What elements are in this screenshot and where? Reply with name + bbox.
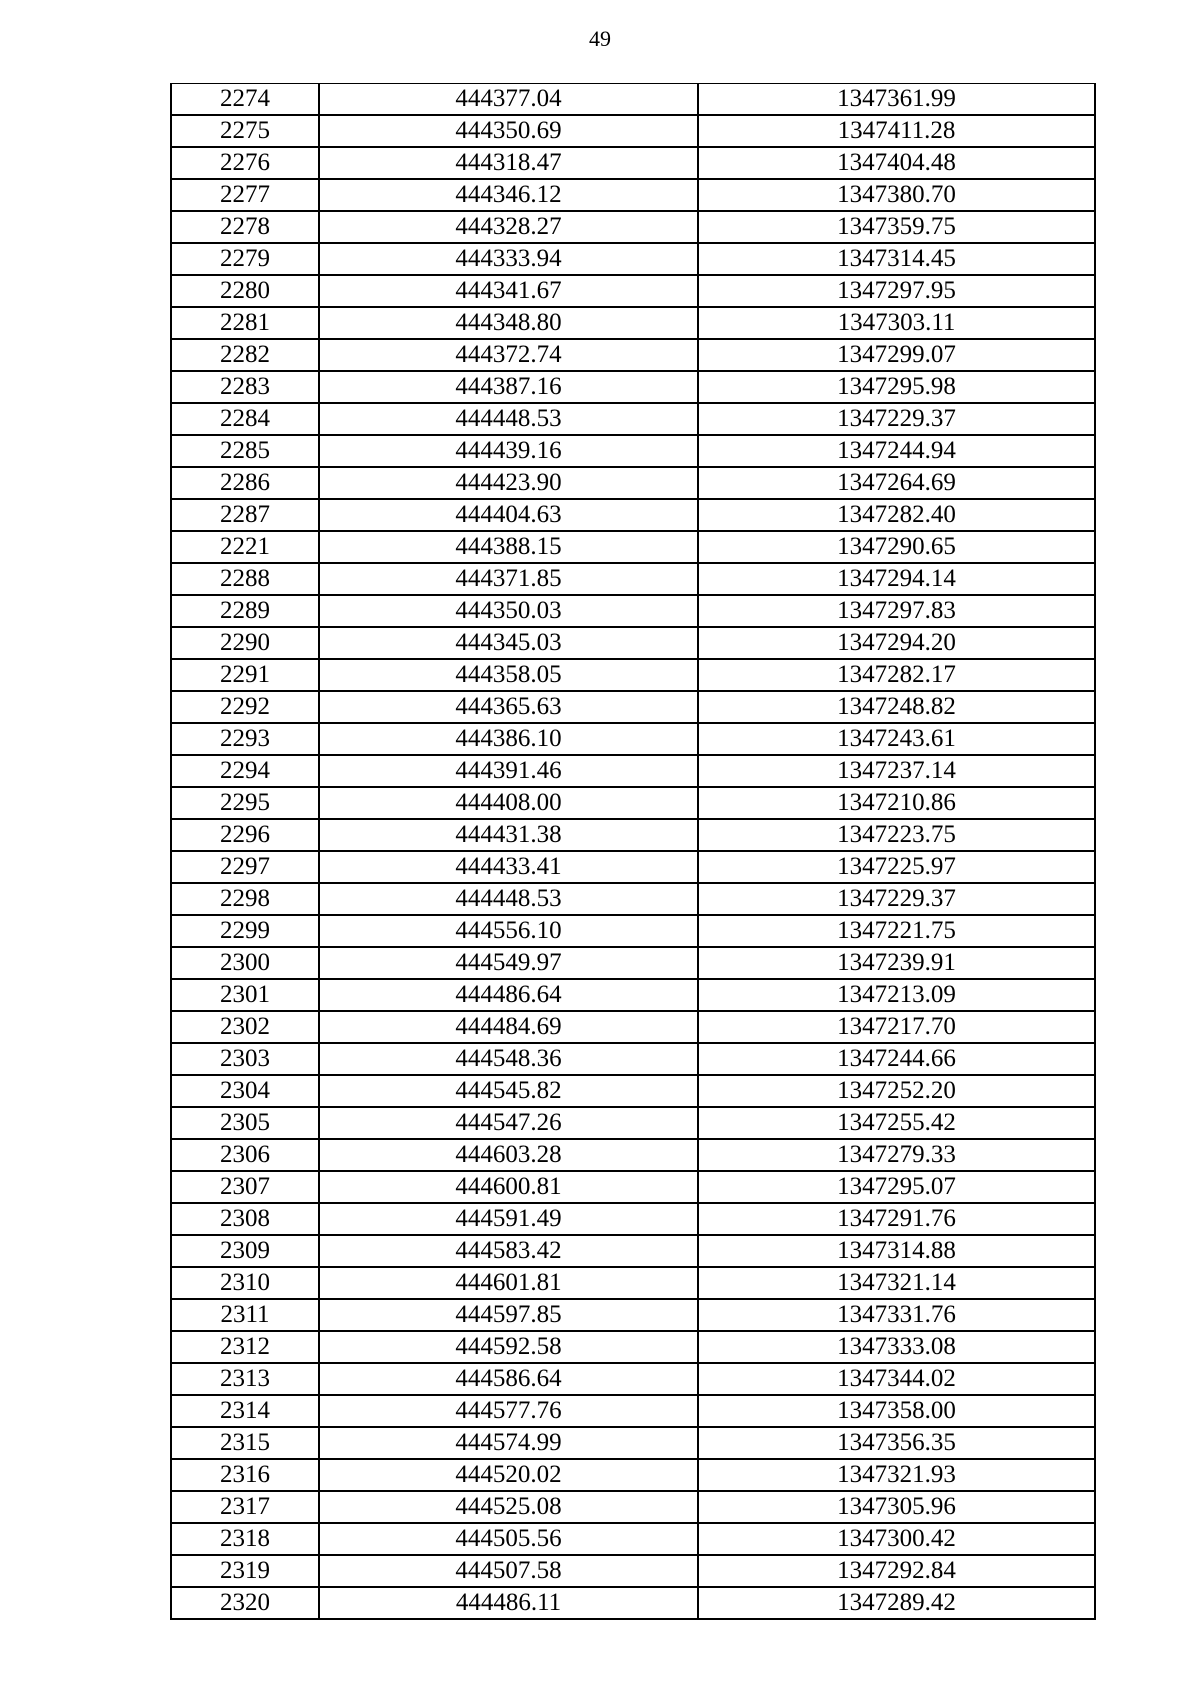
y-coordinate-cell: 1347321.14 <box>698 1267 1095 1299</box>
y-coordinate-cell: 1347294.20 <box>698 627 1095 659</box>
x-coordinate-cell: 444387.16 <box>319 371 698 403</box>
y-coordinate-cell: 1347225.97 <box>698 851 1095 883</box>
table-row <box>171 851 1095 883</box>
table-row <box>171 563 1095 595</box>
table-row <box>171 659 1095 691</box>
x-coordinate-cell: 444574.99 <box>319 1427 698 1459</box>
x-coordinate-cell: 444431.38 <box>319 819 698 851</box>
x-coordinate-cell: 444505.56 <box>319 1523 698 1555</box>
x-coordinate-cell: 444439.16 <box>319 435 698 467</box>
x-coordinate-cell: 444556.10 <box>319 915 698 947</box>
point-number-cell: 2313 <box>171 1363 319 1395</box>
table-row <box>171 531 1095 563</box>
y-coordinate-cell: 1347331.76 <box>698 1299 1095 1331</box>
point-number-cell: 2297 <box>171 851 319 883</box>
table-row <box>171 147 1095 179</box>
table-row <box>171 275 1095 307</box>
x-coordinate-cell: 444350.03 <box>319 595 698 627</box>
y-coordinate-cell: 1347244.94 <box>698 435 1095 467</box>
x-coordinate-cell: 444377.04 <box>319 84 698 116</box>
x-coordinate-cell: 444388.15 <box>319 531 698 563</box>
x-coordinate-cell: 444433.41 <box>319 851 698 883</box>
y-coordinate-cell: 1347213.09 <box>698 979 1095 1011</box>
x-coordinate-cell: 444391.46 <box>319 755 698 787</box>
x-coordinate-cell: 444583.42 <box>319 1235 698 1267</box>
table-row <box>171 1395 1095 1427</box>
y-coordinate-cell: 1347303.11 <box>698 307 1095 339</box>
y-coordinate-cell: 1347210.86 <box>698 787 1095 819</box>
point-number-cell: 2310 <box>171 1267 319 1299</box>
y-coordinate-cell: 1347292.84 <box>698 1555 1095 1587</box>
point-number-cell: 2301 <box>171 979 319 1011</box>
point-number-cell: 2284 <box>171 403 319 435</box>
point-number-cell: 2277 <box>171 179 319 211</box>
table-row <box>171 1139 1095 1171</box>
point-number-cell: 2314 <box>171 1395 319 1427</box>
table-row <box>171 499 1095 531</box>
table-row <box>171 1555 1095 1587</box>
point-number-cell: 2280 <box>171 275 319 307</box>
point-number-cell: 2300 <box>171 947 319 979</box>
y-coordinate-cell: 1347411.28 <box>698 115 1095 147</box>
y-coordinate-cell: 1347294.14 <box>698 563 1095 595</box>
x-coordinate-cell: 444318.47 <box>319 147 698 179</box>
table-row <box>171 1107 1095 1139</box>
x-coordinate-cell: 444549.97 <box>319 947 698 979</box>
table-row <box>171 115 1095 147</box>
point-number-cell: 2298 <box>171 883 319 915</box>
table-row <box>171 1011 1095 1043</box>
table-row <box>171 915 1095 947</box>
x-coordinate-cell: 444601.81 <box>319 1267 698 1299</box>
table-row <box>171 1459 1095 1491</box>
y-coordinate-cell: 1347344.02 <box>698 1363 1095 1395</box>
table-row <box>171 1427 1095 1459</box>
y-coordinate-cell: 1347244.66 <box>698 1043 1095 1075</box>
table-row <box>171 307 1095 339</box>
point-number-cell: 2320 <box>171 1587 319 1619</box>
table-row <box>171 179 1095 211</box>
point-number-cell: 2299 <box>171 915 319 947</box>
x-coordinate-cell: 444486.64 <box>319 979 698 1011</box>
x-coordinate-cell: 444341.67 <box>319 275 698 307</box>
x-coordinate-cell: 444486.11 <box>319 1587 698 1619</box>
point-number-cell: 2291 <box>171 659 319 691</box>
point-number-cell: 2285 <box>171 435 319 467</box>
table-row <box>171 691 1095 723</box>
x-coordinate-cell: 444484.69 <box>319 1011 698 1043</box>
y-coordinate-cell: 1347264.69 <box>698 467 1095 499</box>
point-number-cell: 2281 <box>171 307 319 339</box>
table-row <box>171 947 1095 979</box>
x-coordinate-cell: 444507.58 <box>319 1555 698 1587</box>
y-coordinate-cell: 1347297.95 <box>698 275 1095 307</box>
coordinates-table <box>170 83 1096 1620</box>
x-coordinate-cell: 444448.53 <box>319 883 698 915</box>
table-row <box>171 627 1095 659</box>
y-coordinate-cell: 1347295.07 <box>698 1171 1095 1203</box>
point-number-cell: 2292 <box>171 691 319 723</box>
y-coordinate-cell: 1347297.83 <box>698 595 1095 627</box>
table-row <box>171 883 1095 915</box>
point-number-cell: 2290 <box>171 627 319 659</box>
point-number-cell: 2311 <box>171 1299 319 1331</box>
x-coordinate-cell: 444365.63 <box>319 691 698 723</box>
x-coordinate-cell: 444372.74 <box>319 339 698 371</box>
y-coordinate-cell: 1347252.20 <box>698 1075 1095 1107</box>
point-number-cell: 2309 <box>171 1235 319 1267</box>
x-coordinate-cell: 444577.76 <box>319 1395 698 1427</box>
point-number-cell: 2274 <box>171 84 319 116</box>
y-coordinate-cell: 1347358.00 <box>698 1395 1095 1427</box>
table-row <box>171 1075 1095 1107</box>
table-row <box>171 84 1095 116</box>
point-number-cell: 2293 <box>171 723 319 755</box>
table-row <box>171 1171 1095 1203</box>
point-number-cell: 2304 <box>171 1075 319 1107</box>
y-coordinate-cell: 1347333.08 <box>698 1331 1095 1363</box>
x-coordinate-cell: 444348.80 <box>319 307 698 339</box>
table-row <box>171 339 1095 371</box>
y-coordinate-cell: 1347289.42 <box>698 1587 1095 1619</box>
point-number-cell: 2305 <box>171 1107 319 1139</box>
point-number-cell: 2276 <box>171 147 319 179</box>
y-coordinate-cell: 1347279.33 <box>698 1139 1095 1171</box>
point-number-cell: 2306 <box>171 1139 319 1171</box>
page-number: 49 <box>589 26 611 51</box>
point-number-cell: 2307 <box>171 1171 319 1203</box>
x-coordinate-cell: 444345.03 <box>319 627 698 659</box>
point-number-cell: 2318 <box>171 1523 319 1555</box>
x-coordinate-cell: 444371.85 <box>319 563 698 595</box>
table-row <box>171 1363 1095 1395</box>
y-coordinate-cell: 1347356.35 <box>698 1427 1095 1459</box>
table-row <box>171 1331 1095 1363</box>
x-coordinate-cell: 444592.58 <box>319 1331 698 1363</box>
table-row <box>171 1587 1095 1619</box>
y-coordinate-cell: 1347237.14 <box>698 755 1095 787</box>
table-row <box>171 403 1095 435</box>
y-coordinate-cell: 1347248.82 <box>698 691 1095 723</box>
point-number-cell: 2319 <box>171 1555 319 1587</box>
table-row <box>171 1235 1095 1267</box>
point-number-cell: 2308 <box>171 1203 319 1235</box>
x-coordinate-cell: 444547.26 <box>319 1107 698 1139</box>
x-coordinate-cell: 444600.81 <box>319 1171 698 1203</box>
y-coordinate-cell: 1347291.76 <box>698 1203 1095 1235</box>
table-row <box>171 723 1095 755</box>
y-coordinate-cell: 1347221.75 <box>698 915 1095 947</box>
table-row <box>171 755 1095 787</box>
point-number-cell: 2312 <box>171 1331 319 1363</box>
x-coordinate-cell: 444386.10 <box>319 723 698 755</box>
y-coordinate-cell: 1347282.40 <box>698 499 1095 531</box>
point-number-cell: 2302 <box>171 1011 319 1043</box>
y-coordinate-cell: 1347255.42 <box>698 1107 1095 1139</box>
x-coordinate-cell: 444591.49 <box>319 1203 698 1235</box>
y-coordinate-cell: 1347295.98 <box>698 371 1095 403</box>
table-row <box>171 211 1095 243</box>
table-row <box>171 1043 1095 1075</box>
x-coordinate-cell: 444545.82 <box>319 1075 698 1107</box>
y-coordinate-cell: 1347314.45 <box>698 243 1095 275</box>
table-row <box>171 1299 1095 1331</box>
point-number-cell: 2282 <box>171 339 319 371</box>
x-coordinate-cell: 444586.64 <box>319 1363 698 1395</box>
x-coordinate-cell: 444603.28 <box>319 1139 698 1171</box>
point-number-cell: 2303 <box>171 1043 319 1075</box>
x-coordinate-cell: 444333.94 <box>319 243 698 275</box>
y-coordinate-cell: 1347300.42 <box>698 1523 1095 1555</box>
x-coordinate-cell: 444448.53 <box>319 403 698 435</box>
point-number-cell: 2221 <box>171 531 319 563</box>
table-row <box>171 787 1095 819</box>
point-number-cell: 2294 <box>171 755 319 787</box>
x-coordinate-cell: 444350.69 <box>319 115 698 147</box>
y-coordinate-cell: 1347359.75 <box>698 211 1095 243</box>
y-coordinate-cell: 1347229.37 <box>698 883 1095 915</box>
table-row <box>171 467 1095 499</box>
coordinates-table-body <box>171 84 1095 1620</box>
point-number-cell: 2279 <box>171 243 319 275</box>
x-coordinate-cell: 444404.63 <box>319 499 698 531</box>
y-coordinate-cell: 1347282.17 <box>698 659 1095 691</box>
table-row <box>171 1491 1095 1523</box>
point-number-cell: 2316 <box>171 1459 319 1491</box>
point-number-cell: 2275 <box>171 115 319 147</box>
point-number-cell: 2289 <box>171 595 319 627</box>
y-coordinate-cell: 1347361.99 <box>698 84 1095 116</box>
y-coordinate-cell: 1347380.70 <box>698 179 1095 211</box>
y-coordinate-cell: 1347290.65 <box>698 531 1095 563</box>
point-number-cell: 2286 <box>171 467 319 499</box>
table-row <box>171 595 1095 627</box>
y-coordinate-cell: 1347243.61 <box>698 723 1095 755</box>
x-coordinate-cell: 444520.02 <box>319 1459 698 1491</box>
table-row <box>171 1267 1095 1299</box>
table-row <box>171 435 1095 467</box>
y-coordinate-cell: 1347239.91 <box>698 947 1095 979</box>
table-row <box>171 1523 1095 1555</box>
table-row <box>171 243 1095 275</box>
table-row <box>171 1203 1095 1235</box>
point-number-cell: 2295 <box>171 787 319 819</box>
point-number-cell: 2315 <box>171 1427 319 1459</box>
point-number-cell: 2287 <box>171 499 319 531</box>
y-coordinate-cell: 1347314.88 <box>698 1235 1095 1267</box>
x-coordinate-cell: 444408.00 <box>319 787 698 819</box>
table-row <box>171 979 1095 1011</box>
point-number-cell: 2283 <box>171 371 319 403</box>
y-coordinate-cell: 1347229.37 <box>698 403 1095 435</box>
point-number-cell: 2317 <box>171 1491 319 1523</box>
x-coordinate-cell: 444423.90 <box>319 467 698 499</box>
y-coordinate-cell: 1347223.75 <box>698 819 1095 851</box>
x-coordinate-cell: 444597.85 <box>319 1299 698 1331</box>
y-coordinate-cell: 1347321.93 <box>698 1459 1095 1491</box>
y-coordinate-cell: 1347404.48 <box>698 147 1095 179</box>
table-row <box>171 371 1095 403</box>
x-coordinate-cell: 444358.05 <box>319 659 698 691</box>
y-coordinate-cell: 1347305.96 <box>698 1491 1095 1523</box>
point-number-cell: 2288 <box>171 563 319 595</box>
table-row <box>171 819 1095 851</box>
x-coordinate-cell: 444525.08 <box>319 1491 698 1523</box>
point-number-cell: 2296 <box>171 819 319 851</box>
x-coordinate-cell: 444548.36 <box>319 1043 698 1075</box>
point-number-cell: 2278 <box>171 211 319 243</box>
y-coordinate-cell: 1347217.70 <box>698 1011 1095 1043</box>
x-coordinate-cell: 444328.27 <box>319 211 698 243</box>
y-coordinate-cell: 1347299.07 <box>698 339 1095 371</box>
x-coordinate-cell: 444346.12 <box>319 179 698 211</box>
